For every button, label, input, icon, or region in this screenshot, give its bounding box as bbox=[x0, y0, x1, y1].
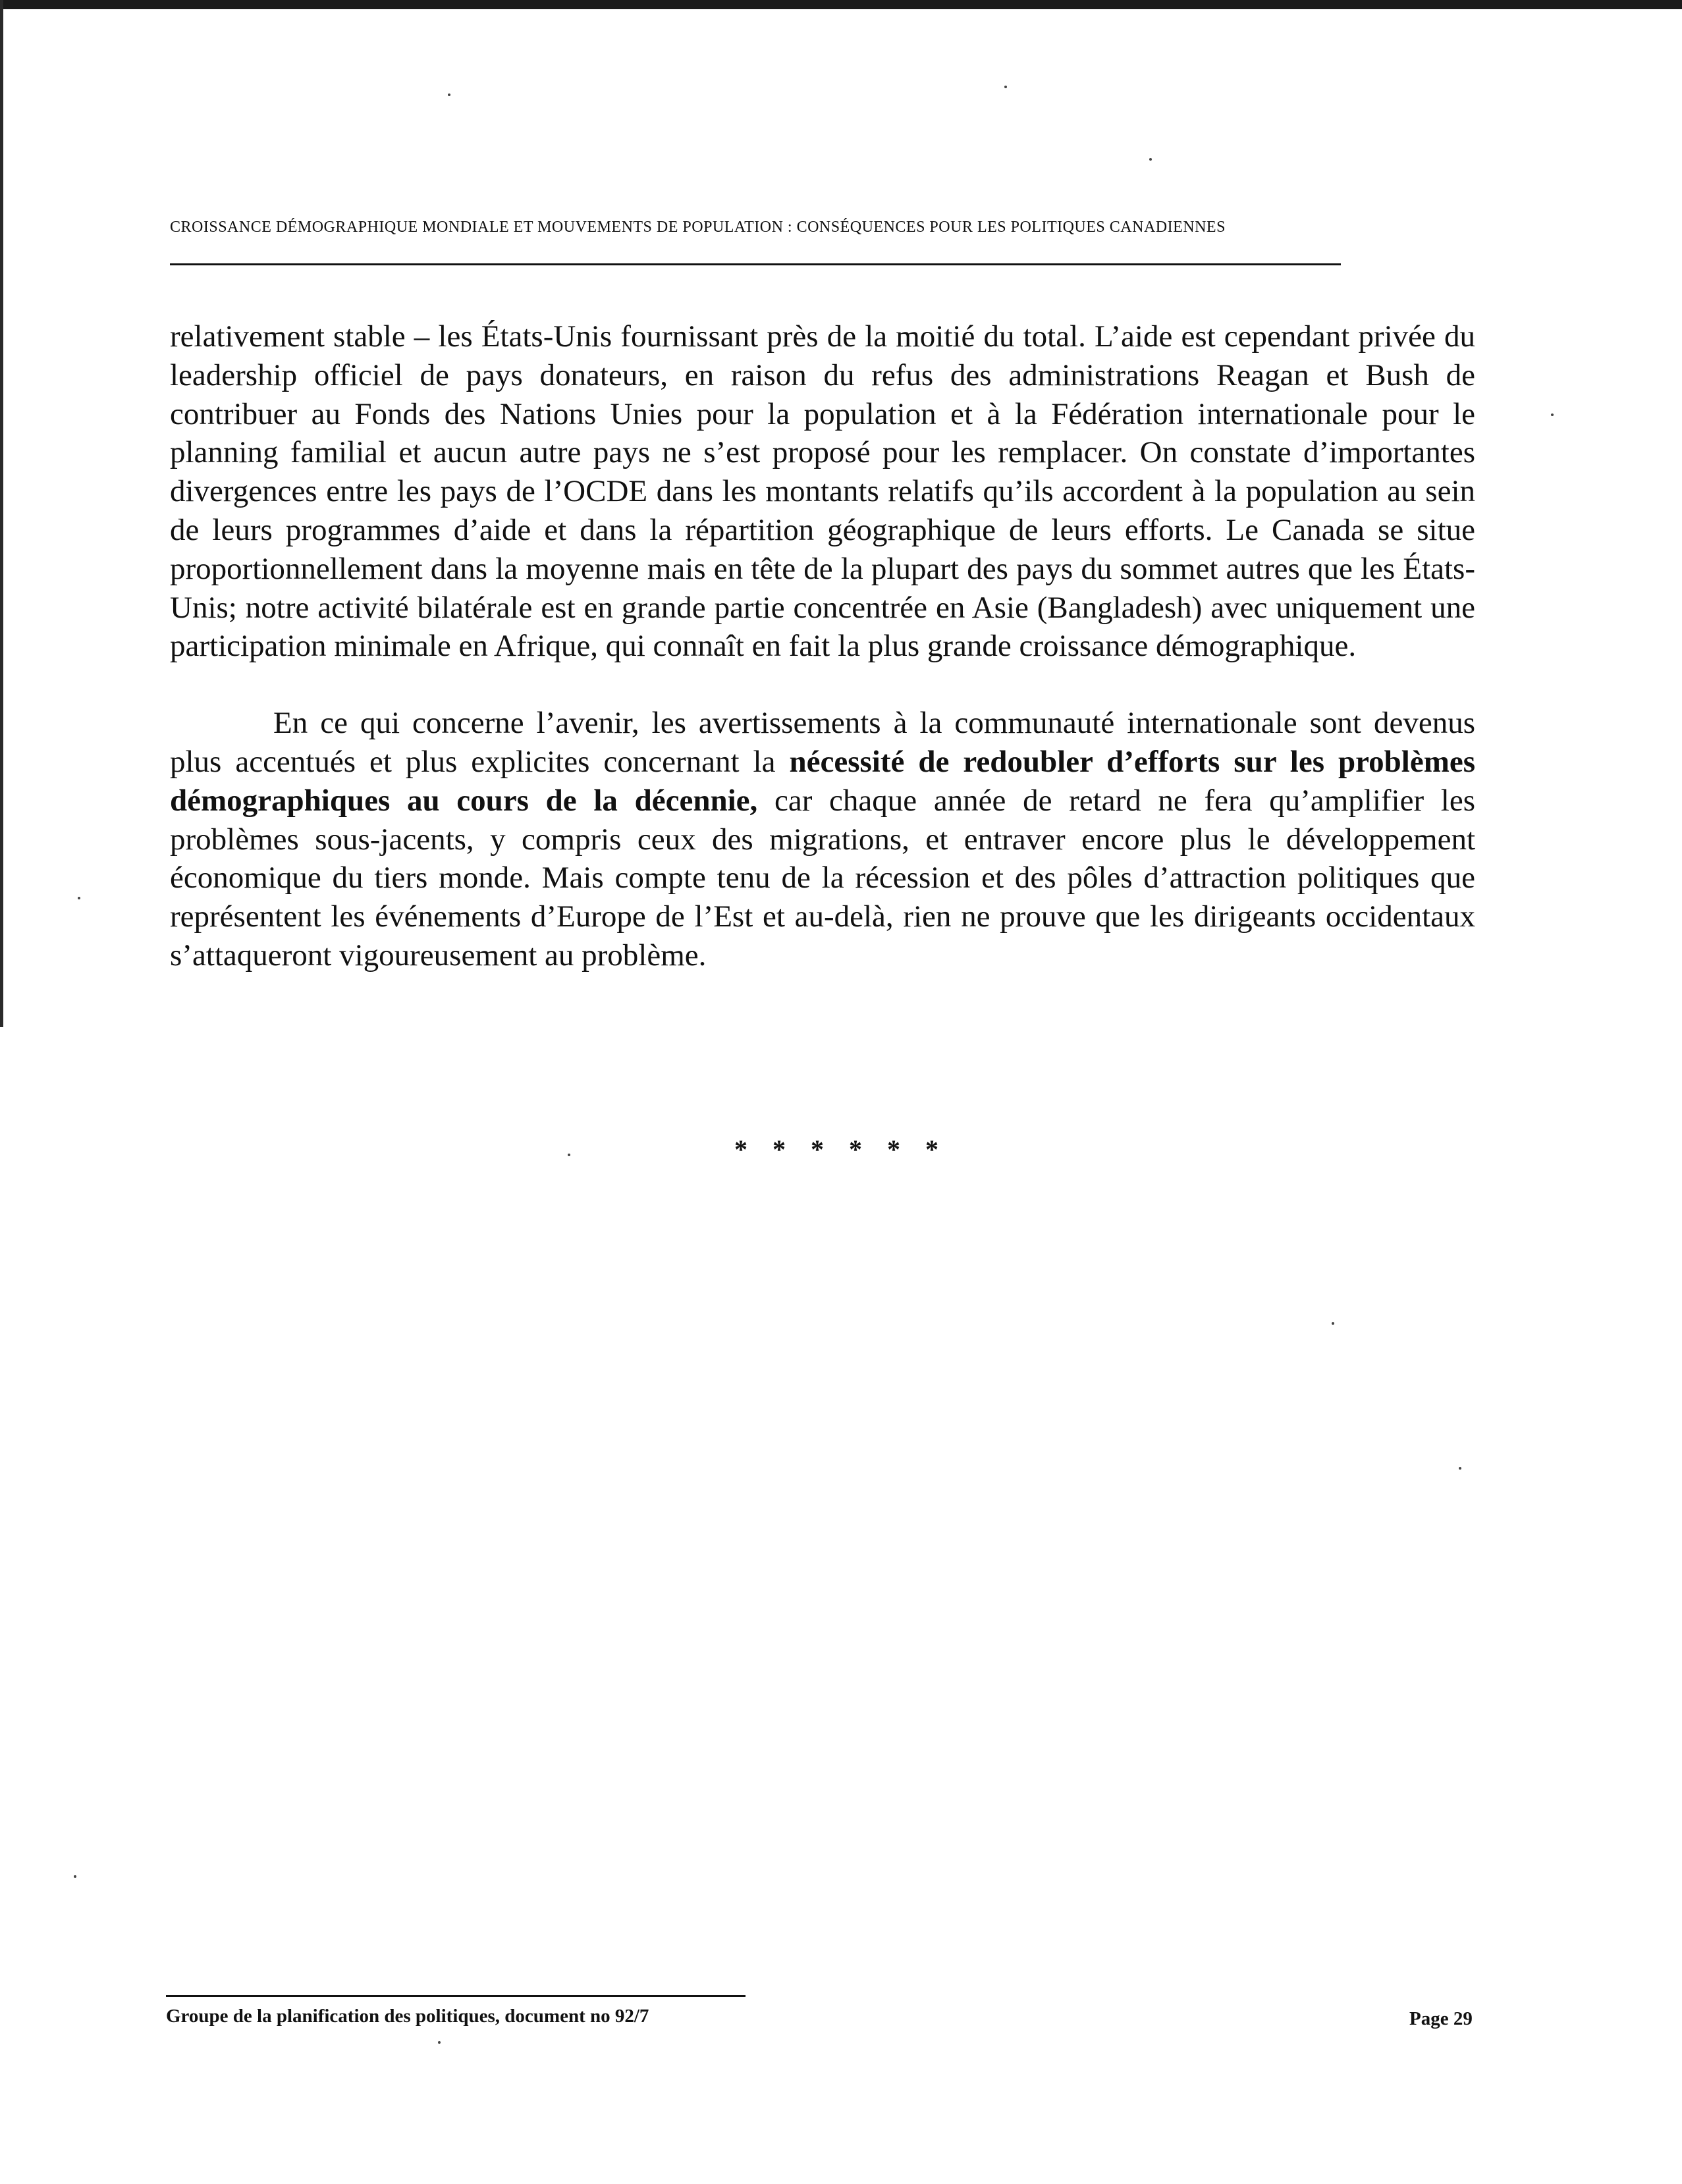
scan-speck bbox=[568, 1154, 570, 1156]
footer-source: Groupe de la planification des politiques, document no 92/7 bbox=[166, 2006, 649, 2027]
scan-speck bbox=[1459, 1467, 1461, 1470]
paragraph-2-start: En ce qui concerne l’avenir, les avertissements à la communauté internationale sont devenus plus accentués et plus explicites concernant la bbox=[170, 706, 1475, 779]
paragraph-1: relativement stable – les États-Unis fournissant près de la moitié du total. L’aide est cependant privée du leadership officiel de pays donateurs, en raison du refus des administrations Reagan et Bush de contribuer au Fonds des Nations Unies pour la population et à la Fédération internationale pour le planning familial et aucun autre pays ne s’est proposé pour les remplacer. On constate d’importantes divergences entre les pays de l’OCDE dans les montants relatifs qu’ils accordent à la population au sein de leurs programmes d’aide et dans la répartition géographique de leurs efforts. Le Canada se situe proportionnellement dans la moyenne mais en tête de la plupart des pays du sommet autres que les États-Unis; notre activité bilatérale est en grande partie concentrée en Asie (Bangladesh) avec uniquement une participation minimale en Afrique, qui connaît en fait la plus grande croissance démographique. bbox=[170, 319, 1475, 664]
body-text bbox=[170, 317, 1475, 975]
scan-speck bbox=[1551, 413, 1554, 416]
scan-speck bbox=[1149, 158, 1152, 161]
scan-speck bbox=[438, 2041, 441, 2044]
running-header: CROISSANCE DÉMOGRAPHIQUE MONDIALE ET MOUVEMENTS DE POPULATION : CONSÉQUENCES POUR LES POLITIQUES CANADIENNES bbox=[170, 219, 1226, 236]
scan-speck bbox=[1332, 1322, 1334, 1325]
scan-speck bbox=[448, 93, 450, 96]
paragraph-2-emphasis: nécessité de redoubler d’efforts sur les problèmes démographiques au cours de la décennie, bbox=[170, 744, 1475, 818]
scan-speck bbox=[74, 1875, 76, 1878]
scan-border-top bbox=[0, 0, 1682, 9]
page-number: Page 29 bbox=[1409, 2008, 1473, 2029]
header-rule bbox=[170, 263, 1341, 265]
scan-speck bbox=[1004, 86, 1007, 88]
paragraph-2-end: car chaque année de retard ne fera qu’amplifier les problèmes sous-jacents, y compris ceux des migrations, et entraver encore plus le développement économique du tiers monde. Mais compte tenu de la récession et des pôles d’attraction politiques que représentent les événements d’Europe de l’Est et au-delà, rien ne prouve que les dirigeants occidentaux s’attaqueront vigoureusement au problème. bbox=[170, 783, 1476, 972]
paragraph-2 bbox=[170, 704, 1475, 975]
scan-border-left bbox=[0, 0, 3, 1027]
section-separator: * * * * * * bbox=[734, 1134, 948, 1164]
scan-speck bbox=[78, 897, 80, 899]
footer-rule bbox=[166, 1995, 746, 1997]
